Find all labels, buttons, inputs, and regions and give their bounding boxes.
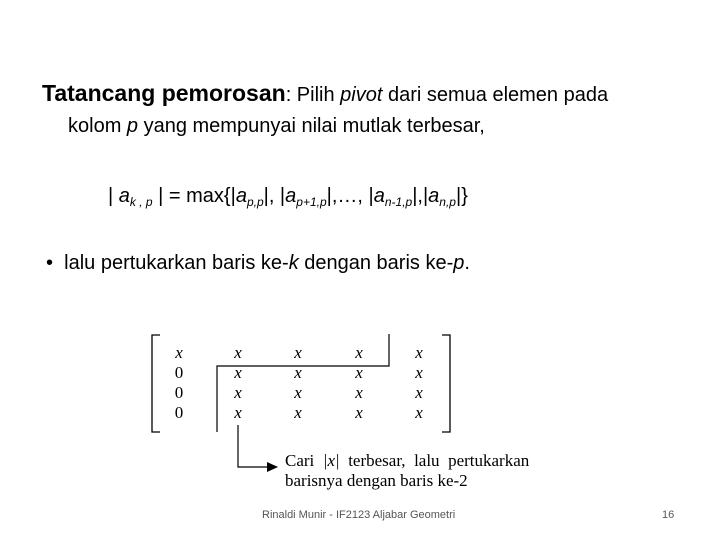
bullet-b: dengan baris ke- (298, 252, 454, 274)
heading-bold: Tatancang pemorosan (42, 80, 286, 106)
pivot-arrow-head (267, 462, 278, 472)
matrix-cell-r2-c1: 0 (174, 363, 184, 382)
matrix-cell-r1-c2: x (234, 343, 242, 362)
pivot-arrow-line (238, 425, 268, 467)
formula-t2-sub: p+1,p (296, 195, 327, 209)
caption-line2: barisnya dengan baris ke-2 (285, 471, 468, 490)
matrix-cell-r1-c3: x (294, 343, 302, 362)
caption-abs: |x| (322, 451, 340, 470)
bullet-c: . (464, 252, 470, 274)
matrix-cell-r3-c5: x (415, 383, 423, 402)
bullet-k: k (288, 252, 299, 274)
formula-t1-sub: p,p (246, 195, 264, 209)
formula-eq: = max{ (163, 185, 231, 207)
matrix-cell-r1-c4: x (355, 343, 363, 362)
caption-line1 (285, 451, 529, 471)
formula-close: } (461, 185, 468, 207)
matrix-cell-r2-c2: x (234, 363, 242, 382)
heading-rest: dari semua elemen pada (382, 84, 609, 106)
caption-cari: Cari (285, 451, 315, 470)
caption-lalu: lalu (414, 451, 440, 470)
formula-lhs: a (118, 185, 130, 207)
footer-text: Rinaldi Munir - IF2123 Aljabar Geometri (262, 509, 456, 521)
formula-t1: a (235, 185, 247, 207)
bullet-a: lalu pertukarkan baris ke- (64, 252, 289, 274)
line2-b: yang mempunyai nilai mutlak terbesar, (138, 115, 485, 137)
formula-t4-sub: n,p (439, 195, 456, 209)
matrix-cell-r3-c1: 0 (174, 383, 184, 402)
formula-t3-sub: n-1,p (384, 195, 413, 209)
bullet-p: p (453, 252, 465, 274)
matrix-cell-r3-c4: x (355, 383, 363, 402)
matrix-cell-r4-c2: x (234, 403, 242, 422)
matrix-cell-r3-c3: x (294, 383, 302, 402)
matrix-cell-r2-c5: x (415, 363, 423, 382)
formula-dots: …, (337, 185, 363, 207)
heading-colon: : Pilih (285, 84, 341, 106)
matrix-left-bracket (152, 335, 160, 432)
max-formula: | $a_{k , p}$ | = $\max\{|a_{p,p}|$, $|a_{p+1,p}|,\dots$, $|a_{n-1,p}|,|a_{n,p}|$} (108, 185, 468, 209)
matrix-cell-r4-c1: 0 (174, 403, 184, 422)
matrix-cell-r4-c3: x (294, 403, 302, 422)
heading-pivot: pivot (340, 84, 383, 106)
formula-t4: a (428, 185, 440, 207)
matrix-cell-r2-c3: x (294, 363, 302, 382)
caption-pertukarkan: pertukarkan (448, 451, 530, 470)
matrix-right-bracket (442, 335, 450, 432)
matrix-cell-r3-c2: x (234, 383, 242, 402)
formula-lhs-sub: k , p (129, 195, 153, 209)
page-number: 16 (662, 509, 675, 521)
matrix-cell-r2-c4: x (355, 363, 363, 382)
matrix-cell-r1-c5: x (415, 343, 423, 362)
bullet-mark: • (46, 252, 54, 274)
matrix-cell-r1-c1: x (175, 343, 183, 362)
line2-p: p (126, 115, 139, 137)
caption-terbesar: terbesar, (348, 451, 406, 470)
matrix-cell-r4-c4: x (355, 403, 363, 422)
matrix-cell-r4-c5: x (415, 403, 423, 422)
line2-a: kolom (68, 115, 127, 137)
formula-t2: a (285, 185, 297, 207)
formula-t3: a (373, 185, 385, 207)
